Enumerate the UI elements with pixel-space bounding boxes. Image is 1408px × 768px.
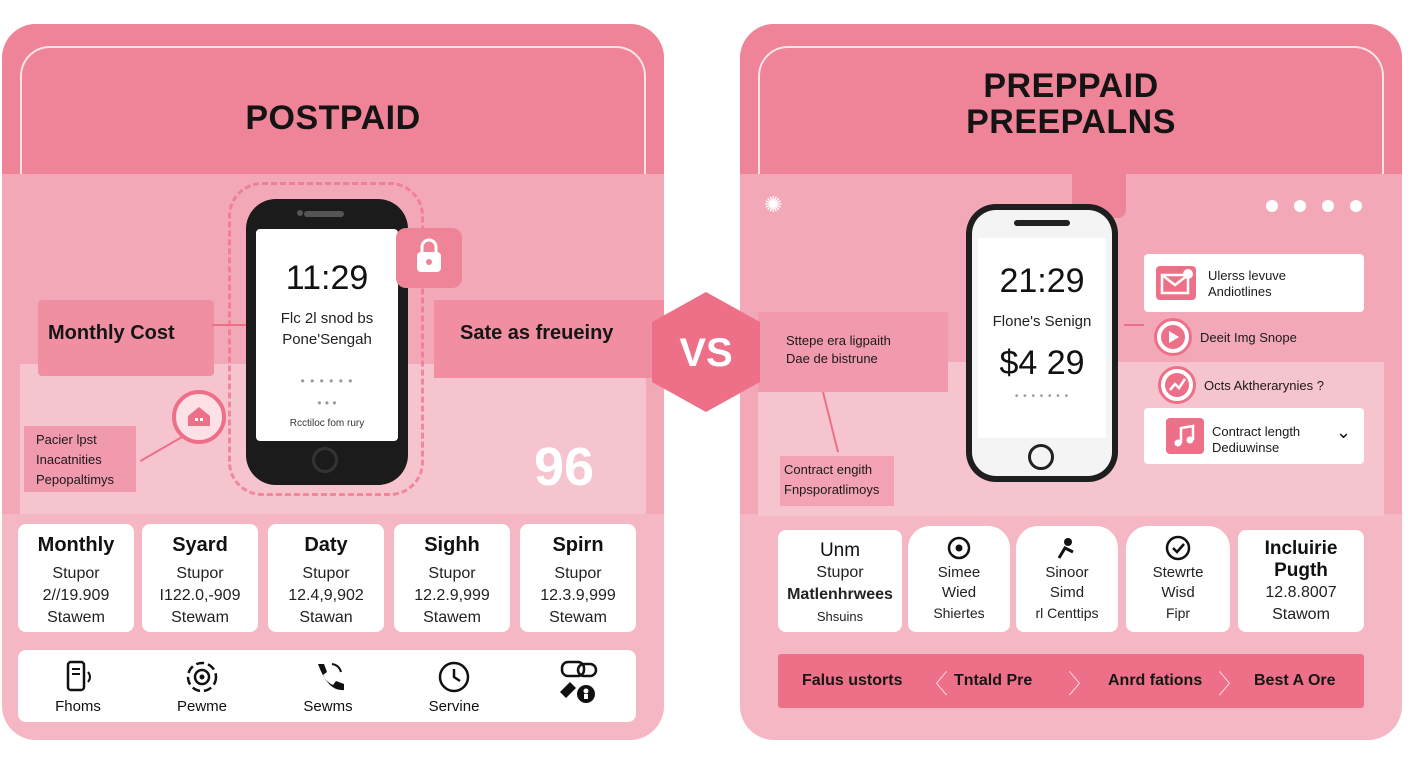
side-note-line-1: Pacier lpst [36,432,97,447]
play-icon-circle[interactable] [1154,318,1192,356]
mail-icon-bg [1156,266,1196,300]
mail-icon [1156,266,1196,300]
plan-line-1: Stupor [302,565,350,582]
plan-card-syard[interactable] [142,524,258,632]
phone-home-button [312,447,338,473]
phone-line-1: Flone's Senign [992,313,1092,330]
big-number: 96 [534,437,595,497]
target-icon [184,660,220,694]
plan-line-2: Wisd [1161,584,1195,601]
plan-line-2: 12.2.9,999 [414,587,490,604]
phone-dots-row-1: • • • • • • [300,374,354,388]
phone-price: $4 29 [999,344,1085,382]
prepaid-plan-card-2[interactable] [908,526,1010,632]
plan-card-spirn[interactable] [520,524,636,632]
nav-item-1[interactable]: Falus ustorts [802,672,903,689]
postpaid-phone-screen [256,229,398,441]
phone-home-button [1028,444,1054,470]
target-icon [945,534,973,562]
plan-line-2: I122.0,-909 [159,587,241,604]
plan-line-1: Stupor [428,565,476,582]
feature-chart-text: Octs Aktherarynies ? [1204,378,1324,393]
plan-title: Monthly [37,534,115,556]
phone-dots: • • • • • • • [1014,391,1070,402]
plan-line-3: Shiertes [933,605,985,621]
prepaid-callout-line-1: Sttepe era ligpaith [786,333,891,348]
chevron-left-icon[interactable]: 〈 [922,669,949,699]
side-note-line-1: Contract engith [784,462,873,477]
music-icon [1166,418,1204,454]
chat-support-icon [554,660,602,708]
feature-play-text: Deeit Img Snope [1200,330,1297,345]
icon-item-pewme[interactable] [142,660,262,715]
plan-title: Daty [304,534,348,556]
plan-line-2: Simd [1049,584,1085,601]
monthly-cost-callout: Monthly Cost [38,300,214,376]
prepaid-title-line-2: PREEPALNS [966,103,1176,141]
plan-title: Syard [172,534,228,556]
phone-speaker [1014,220,1070,226]
plan-line-2: Wied [941,584,977,601]
prepaid-panel [740,24,1402,740]
postpaid-phone [246,199,408,485]
clock-icon [436,660,472,694]
page-dot-1[interactable] [1266,200,1278,212]
plan-line-2: 12.8.8007 [1265,584,1337,601]
phone-call-icon [310,660,346,694]
side-note-line-3: Pepopaltimys [36,472,115,487]
plan-line-1: Pugth [1274,560,1328,581]
feature-line-1: Contract length [1212,424,1301,439]
vs-badge [650,290,762,414]
prepaid-phone-screen [978,238,1106,438]
icon-item-servine[interactable] [394,660,514,715]
prepaid-callout-line-2: Dae de bistrune [786,351,878,366]
home-icon [176,394,222,440]
phone-footer-text: Rcctiloc fom rury [289,418,365,429]
icon-label: Sewms [303,698,353,715]
side-note [24,426,136,492]
side-note-line-2: Inacatnities [36,452,102,467]
prepaid-plan-card-4[interactable] [1126,526,1230,632]
plan-line-1: Sinoor [1045,564,1089,581]
prepaid-plan-card-1[interactable] [778,530,902,632]
chart-icon [1161,369,1193,401]
feature-line-2: Andiotlines [1208,284,1272,299]
feature-line-2: Dediuwinse [1212,440,1280,455]
postpaid-title: POSTPAID [245,99,421,137]
plan-card-sighh[interactable] [394,524,510,632]
plan-line-1: Stewrte [1152,564,1204,581]
chevron-right-icon[interactable]: 〉 [1068,669,1095,699]
chevron-down-icon[interactable]: ⌄ [1336,422,1352,442]
nav-item-4[interactable]: Best A Ore [1254,672,1336,689]
plan-line-3: Stawom [1272,606,1330,623]
phone-time: 11:29 [285,259,369,297]
feature-item-contract[interactable] [1144,408,1364,464]
prepaid-phone [966,204,1118,482]
check-circle-icon [1164,534,1192,562]
plan-title: Sighh [424,534,480,556]
plan-line-2: 12.4,9,902 [288,587,364,604]
plan-line-3: rl Centtips [1035,605,1099,621]
feature-text [1208,268,1286,300]
plan-line-1: Simee [937,564,981,581]
plan-line-2: 2//19.909 [42,587,110,604]
sparkle-icon: ✺ [764,192,783,217]
postpaid-panel [2,24,664,740]
page-dot-3[interactable] [1322,200,1334,212]
icon-label: Pewme [176,698,228,715]
plan-line-3: Stewam [171,609,229,626]
plan-line-1: Stupor [554,565,602,582]
phone-line-1: Flc 2l snod bs [280,310,374,327]
feature-item-1[interactable] [1144,254,1364,312]
phone-dots-row-2: • • • [317,396,337,410]
prepaid-side-note [780,456,894,506]
callout-connector-left [212,324,246,326]
plan-line-1: Stupor [176,565,224,582]
prepaid-title-line-1: PREPPAID [983,67,1159,105]
phone-time: 21:29 [999,262,1085,300]
icon-item-phones[interactable] [18,660,138,715]
plan-line-1: Stupor [816,564,864,581]
feature-line-1: Ulerss levuve [1208,268,1287,283]
nav-item-3[interactable]: Anrd fations [1108,672,1203,689]
prepaid-plan-card-3[interactable] [1016,526,1118,632]
nav-item-2[interactable]: Tntald Pre [954,672,1033,689]
plan-line-2: 12.3.9,999 [540,587,616,604]
chart-icon-circle[interactable] [1158,366,1196,404]
prepaid-plan-card-5[interactable] [1238,530,1364,632]
side-note-line-2: Fnpsporatlimoys [784,482,880,497]
plan-line-3: Stawem [423,609,481,626]
phone-speaker [304,211,344,217]
lock-badge [396,228,462,288]
icon-label: Servine [428,698,480,715]
feature-text [1212,424,1300,456]
plan-line-3: Stawem [47,609,105,626]
prepaid-phone-body [972,210,1112,476]
lock-icon [396,228,462,288]
play-icon [1157,321,1189,353]
feature-connector [1124,324,1144,326]
plan-card-monthly[interactable] [18,524,134,632]
vs-label: VS [679,331,733,375]
plan-title: Incluirie [1264,538,1338,559]
phone-device-icon [60,660,96,694]
plan-line-1: Stupor [52,565,100,582]
prepaid-callout [758,312,948,392]
phone-camera [297,210,303,216]
plan-card-daty[interactable] [268,524,384,632]
plan-line-3: Shsuins [816,609,864,624]
plan-title: Spirn [552,534,604,556]
chevron-right-icon[interactable]: 〉 [1218,669,1245,699]
plan-line-3: Stawan [299,609,353,626]
postpaid-icon-bar [18,650,636,722]
user-icon [1053,534,1081,562]
prepaid-nav-bar [778,654,1364,708]
icon-label: Fhoms [55,698,101,715]
icon-item-sewms[interactable] [268,660,388,715]
page-dot-2[interactable] [1294,200,1306,212]
plan-line-3: Fipr [1165,605,1191,621]
music-icon-bg [1166,418,1204,454]
right-callout: Sate as freueiny [434,300,664,378]
plan-title: Unm [819,540,861,561]
plan-line-2: Matlenhrwees [787,586,893,603]
icon-item-chat-support[interactable] [518,660,638,712]
page-dot-4[interactable] [1350,200,1362,212]
plan-line-3: Stewam [549,609,607,626]
phone-line-2: Pone'Sengah [282,331,372,348]
